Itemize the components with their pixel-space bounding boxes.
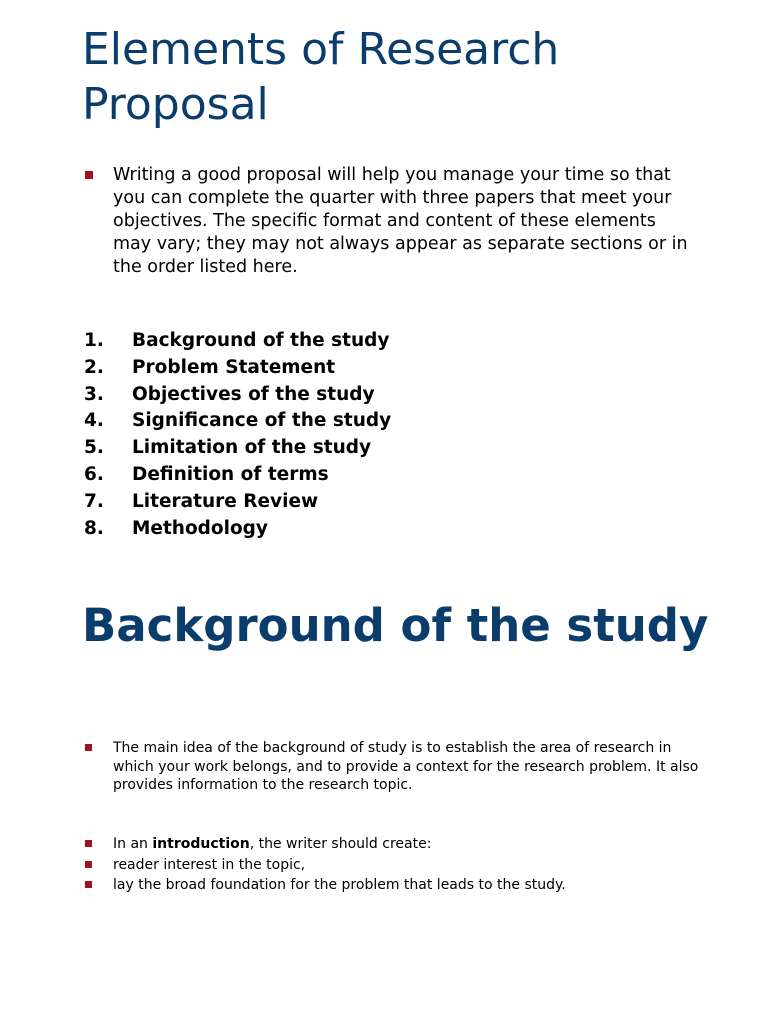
list-item-number: 3. <box>84 383 104 405</box>
list-item-number: 6. <box>84 463 104 485</box>
list-item-label: Literature Review <box>132 490 319 512</box>
list-item <box>84 435 724 462</box>
square-bullet-icon <box>85 171 93 179</box>
list-item-number: 8. <box>84 517 104 539</box>
introduction-bold-text: introduction <box>152 836 250 852</box>
list-item-label: Definition of terms <box>132 463 329 485</box>
intro-bullet <box>84 164 752 279</box>
list-item-number: 1. <box>84 330 104 351</box>
square-bullet-icon <box>85 744 92 751</box>
page-title-line-1: Elements of Research <box>82 24 560 75</box>
intro-line: the order listed here. <box>113 257 298 277</box>
square-bullet-icon <box>85 881 92 888</box>
intro-line: may vary; they may not always appear as separate sections or in <box>113 234 688 254</box>
list-item-label: Problem Statement <box>132 356 336 378</box>
list-item-number: 7. <box>84 490 104 512</box>
list-item-number: 5. <box>84 437 104 459</box>
list-item-label: Significance of the study <box>132 410 392 432</box>
list-item <box>84 462 724 489</box>
list-item-label: Background of the study <box>132 330 390 351</box>
bullet-row <box>84 835 752 854</box>
background-paragraph <box>113 739 752 795</box>
intro-line: objectives. The specific format and content of these elements <box>113 211 656 231</box>
elements-list <box>84 328 724 542</box>
paragraph-line: which your work belongs, and to provide a context for the research problem. It also <box>113 758 699 775</box>
list-item <box>84 355 724 382</box>
bullet-row <box>84 739 752 795</box>
introduction-bullets <box>84 835 752 897</box>
introduction-lead <box>113 835 752 854</box>
list-item-label: Limitation of the study <box>132 437 372 459</box>
list-item <box>84 382 724 409</box>
intro-line: you can complete the quarter with three papers that meet your <box>113 188 672 208</box>
list-item <box>84 408 724 435</box>
bullet-row <box>84 876 752 895</box>
background-paragraph-bullet <box>84 739 752 795</box>
list-item-number: 2. <box>84 356 104 378</box>
square-bullet-icon <box>85 840 92 847</box>
paragraph-line: provides information to the research topic. <box>113 777 413 793</box>
bullet-point-text: reader interest in the topic, <box>113 856 306 873</box>
bullet-point-text: lay the broad foundation for the problem that leads to the study. <box>113 877 566 894</box>
section-heading: Background of the study <box>82 599 709 652</box>
list-item-number: 4. <box>84 410 104 432</box>
page-title <box>82 22 742 132</box>
list-item <box>84 516 724 543</box>
list-item-label: Methodology <box>132 517 268 539</box>
intro-line: Writing a good proposal will help you manage your time so that <box>113 165 671 185</box>
intro-prefix-text: In an <box>113 836 153 852</box>
list-item-label: Objectives of the study <box>132 383 375 405</box>
list-item <box>84 489 724 516</box>
paragraph-line: The main idea of the background of study is to establish the area of research in <box>113 740 672 756</box>
list-item <box>84 328 724 355</box>
page-title-line-2: Proposal <box>82 79 269 130</box>
intro-paragraph <box>113 164 752 279</box>
intro-bullet-row <box>84 164 752 279</box>
intro-suffix-text: , the writer should create: <box>249 836 432 852</box>
square-bullet-icon <box>85 861 92 868</box>
bullet-row <box>84 856 752 875</box>
